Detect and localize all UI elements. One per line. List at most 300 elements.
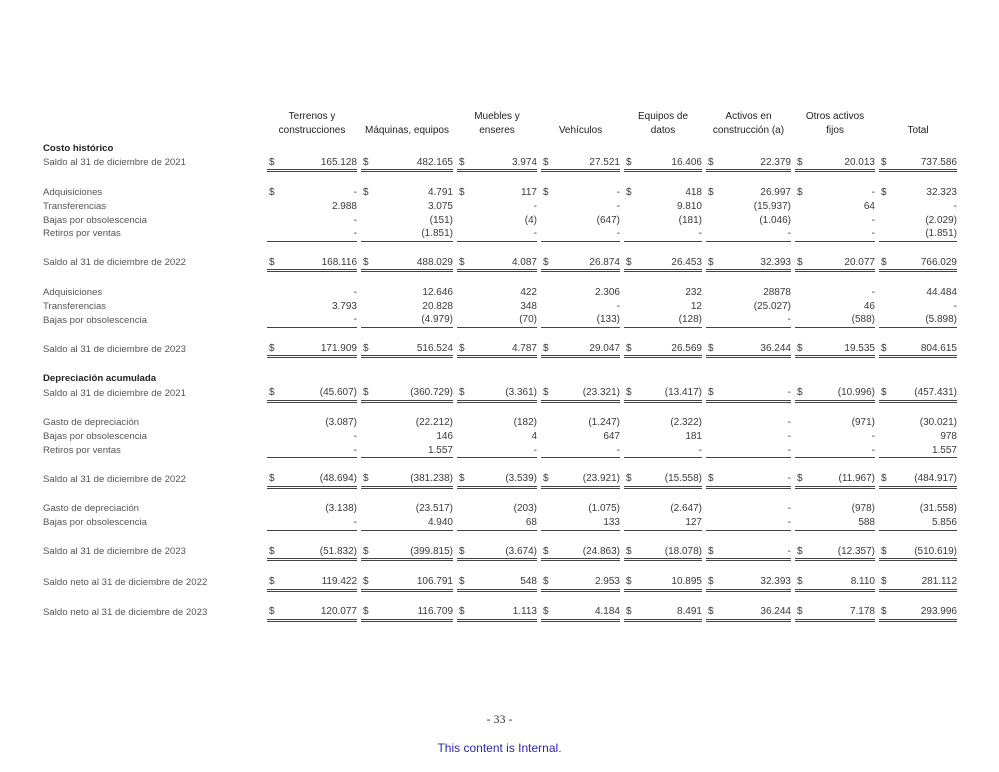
amount: - (353, 187, 357, 199)
value-cell (361, 430, 453, 444)
currency-symbol (706, 286, 708, 300)
amount: (70) (519, 314, 537, 326)
spacer-cell (43, 328, 957, 342)
amount: (128) (678, 314, 702, 326)
value-cell (541, 575, 620, 590)
currency-symbol (541, 300, 543, 314)
value-cell (706, 227, 791, 241)
currency-symbol (706, 200, 708, 214)
value-cell (361, 386, 453, 401)
currency-symbol (795, 313, 797, 327)
amount: - (353, 286, 357, 298)
value-cell (267, 430, 357, 444)
amount: (24.863) (582, 545, 620, 557)
currency-symbol (541, 214, 543, 228)
value-cell (706, 516, 791, 530)
header-row (43, 109, 957, 142)
currency-symbol (267, 516, 269, 530)
spacer-cell (43, 560, 957, 575)
value-cell (706, 472, 791, 487)
currency-symbol (361, 200, 363, 214)
currency-symbol (267, 214, 269, 228)
table-row (43, 256, 957, 271)
amount: 68 (525, 517, 537, 529)
value-cell (267, 286, 357, 300)
amount: 181 (685, 430, 702, 442)
value-cell (879, 516, 957, 530)
value-cell (624, 342, 702, 357)
amount: - (787, 473, 791, 485)
currency-symbol: $ (543, 156, 549, 168)
currency-symbol: $ (626, 342, 632, 354)
value-cell (267, 227, 357, 241)
value-cell (624, 575, 702, 590)
value-cell (541, 300, 620, 314)
table-row (43, 214, 957, 228)
column-header: Otros activos fijos (805, 111, 865, 136)
spacer-row (43, 590, 957, 605)
value-cell (267, 416, 357, 430)
amount: 20.013 (844, 156, 875, 168)
amount: (3.138) (325, 503, 357, 515)
value-cell (879, 186, 957, 200)
value-cell (541, 472, 620, 487)
value-cell (267, 156, 357, 171)
currency-symbol: $ (459, 545, 465, 557)
header-label-column (43, 109, 267, 142)
currency-symbol (879, 502, 881, 516)
currency-symbol (879, 516, 881, 530)
classification-note: This content is Internal. (437, 741, 562, 755)
currency-symbol (267, 313, 269, 327)
currency-symbol: $ (459, 386, 465, 398)
amount: 146 (436, 430, 453, 442)
amount: - (698, 444, 702, 456)
amount: 1.557 (931, 444, 957, 456)
row-label: Saldo al 31 de diciembre de 2023 (43, 546, 186, 558)
amount: 171.909 (320, 342, 357, 354)
currency-symbol: $ (708, 545, 714, 557)
spacer-cell (43, 487, 957, 502)
currency-symbol: $ (797, 342, 803, 354)
amount: 737.586 (920, 156, 957, 168)
amount: 20.828 (422, 300, 453, 312)
amount: (51.832) (319, 545, 357, 557)
amount: 64 (863, 200, 875, 212)
currency-symbol (457, 286, 459, 300)
amount: 106.791 (416, 575, 453, 587)
value-cell (267, 313, 357, 327)
amount: 978 (940, 430, 957, 442)
currency-symbol: $ (708, 187, 714, 199)
amount: (2.029) (925, 214, 957, 226)
value-cell (879, 545, 957, 560)
value-cell (795, 502, 875, 516)
row-label: Bajas por obsolescencia (43, 314, 147, 326)
currency-symbol: $ (269, 575, 275, 587)
column-header: Vehículos (558, 125, 603, 136)
amount: (2.322) (670, 417, 702, 429)
currency-symbol: $ (363, 342, 369, 354)
value-cell (267, 256, 357, 271)
amount: (1.046) (759, 214, 791, 226)
spacer-row (43, 328, 957, 342)
amount: 32.323 (926, 187, 957, 199)
amount: 4.791 (427, 187, 453, 199)
currency-symbol (795, 430, 797, 444)
value-cell (706, 502, 791, 516)
spacer-cell (43, 357, 957, 372)
column-header: Equipos de datos (637, 111, 689, 136)
value-cell (706, 200, 791, 214)
currency-symbol: $ (363, 575, 369, 587)
value-cell (795, 156, 875, 171)
amount: 232 (685, 286, 702, 298)
value-cell (541, 545, 620, 560)
value-cell (541, 286, 620, 300)
amount: - (533, 444, 537, 456)
value-cell (706, 342, 791, 357)
table-row (43, 386, 957, 401)
amount: 36.244 (760, 342, 791, 354)
currency-symbol (541, 502, 543, 516)
value-cell (795, 605, 875, 620)
value-cell (457, 444, 537, 458)
currency-symbol: $ (708, 156, 714, 168)
value-cell (267, 605, 357, 620)
amount: 10.895 (671, 575, 702, 587)
currency-symbol: $ (708, 386, 714, 398)
value-cell (795, 342, 875, 357)
amount: 4.087 (511, 256, 537, 268)
currency-symbol: $ (543, 575, 549, 587)
amount: - (787, 517, 791, 529)
value-cell (879, 227, 957, 241)
value-cell (879, 502, 957, 516)
row-label: Saldo neto al 31 de diciembre de 2022 (43, 576, 208, 588)
table-row (43, 502, 957, 516)
currency-symbol: $ (269, 256, 275, 268)
currency-symbol (624, 227, 626, 241)
currency-symbol (706, 516, 708, 530)
value-cell (879, 430, 957, 444)
currency-symbol (624, 430, 626, 444)
value-cell (795, 286, 875, 300)
amount: 127 (685, 517, 702, 529)
value-cell (361, 416, 453, 430)
amount: 647 (603, 430, 620, 442)
currency-symbol (457, 416, 459, 430)
amount: - (616, 300, 620, 312)
currency-symbol (541, 313, 543, 327)
currency-symbol (267, 502, 269, 516)
spacer-cell (43, 458, 957, 472)
value-cell (879, 386, 957, 401)
amount: 36.244 (760, 606, 791, 618)
value-cell (624, 516, 702, 530)
value-cell (795, 386, 875, 401)
amount: (23.517) (415, 503, 453, 515)
amount: (48.694) (319, 473, 357, 485)
amount: (5.898) (925, 314, 957, 326)
currency-symbol (624, 313, 626, 327)
amount: 4.184 (594, 606, 620, 618)
section-heading: Depreciación acumulada (43, 373, 157, 385)
amount: (25.027) (753, 300, 791, 312)
amount: - (953, 300, 957, 312)
value-cell (457, 256, 537, 271)
value-cell (624, 186, 702, 200)
currency-symbol: $ (459, 156, 465, 168)
value-cell (457, 342, 537, 357)
amount: 120.077 (320, 606, 357, 618)
value-cell (624, 472, 702, 487)
amount: - (353, 444, 357, 456)
amount: (3.674) (505, 545, 537, 557)
currency-symbol (457, 300, 459, 314)
currency-symbol (457, 516, 459, 530)
currency-symbol (267, 430, 269, 444)
currency-symbol (795, 416, 797, 430)
currency-symbol: $ (881, 342, 887, 354)
value-cell (457, 430, 537, 444)
amount: 8.110 (850, 575, 875, 587)
amount: 9.810 (676, 200, 702, 212)
value-cell (457, 416, 537, 430)
row-label: Bajas por obsolescencia (43, 430, 147, 442)
value-cell (541, 313, 620, 327)
value-cell (361, 502, 453, 516)
value-cell (457, 386, 537, 401)
currency-symbol: $ (797, 256, 803, 268)
amount: - (353, 228, 357, 240)
currency-symbol (361, 286, 363, 300)
value-cell (361, 286, 453, 300)
value-cell (879, 214, 957, 228)
value-cell (879, 472, 957, 487)
amount: 32.393 (760, 256, 791, 268)
amount: 26.874 (589, 256, 620, 268)
currency-symbol: $ (269, 342, 275, 354)
value-cell (267, 444, 357, 458)
value-cell (795, 186, 875, 200)
currency-symbol (879, 313, 881, 327)
row-label: Transferencias (43, 200, 107, 212)
table-row (43, 300, 957, 314)
amount: (2.647) (670, 503, 702, 515)
currency-symbol: $ (543, 386, 549, 398)
amount: (15.937) (753, 200, 791, 212)
value-cell (795, 472, 875, 487)
value-cell (795, 227, 875, 241)
currency-symbol (879, 300, 881, 314)
value-cell (706, 416, 791, 430)
currency-symbol: $ (269, 606, 275, 618)
currency-symbol (795, 227, 797, 241)
currency-symbol (541, 200, 543, 214)
currency-symbol: $ (881, 473, 887, 485)
value-cell (457, 214, 537, 228)
value-cell (361, 605, 453, 620)
value-cell (879, 256, 957, 271)
amount: - (616, 228, 620, 240)
currency-symbol (624, 416, 626, 430)
spacer-row (43, 271, 957, 286)
amount: (23.921) (582, 473, 620, 485)
spacer-cell (43, 401, 957, 416)
value-cell (706, 605, 791, 620)
value-cell (795, 300, 875, 314)
currency-symbol: $ (543, 256, 549, 268)
value-cell (267, 342, 357, 357)
value-cell (879, 342, 957, 357)
amount: (3.539) (505, 473, 537, 485)
value-cell (267, 214, 357, 228)
currency-symbol (624, 286, 626, 300)
amount: (22.212) (415, 417, 453, 429)
section-heading: Costo histórico (43, 143, 114, 154)
value-cell (457, 186, 537, 200)
value-cell (706, 256, 791, 271)
amount: 27.521 (589, 156, 620, 168)
amount: 766.029 (920, 256, 957, 268)
amount: - (787, 417, 791, 429)
value-cell (361, 256, 453, 271)
amount: 133 (603, 517, 620, 529)
currency-symbol (361, 502, 363, 516)
value-cell (361, 575, 453, 590)
amount: (182) (513, 417, 537, 429)
amount: (181) (678, 214, 702, 226)
currency-symbol: $ (626, 256, 632, 268)
currency-symbol (706, 214, 708, 228)
spacer-cell (43, 171, 957, 186)
value-cell (624, 286, 702, 300)
amount: 165.128 (320, 156, 357, 168)
column-header: Activos en construcción (a) (712, 111, 785, 136)
currency-symbol (706, 444, 708, 458)
table-row (43, 605, 957, 620)
spacer-row (43, 458, 957, 472)
amount: (4) (524, 214, 537, 226)
amount: - (533, 228, 537, 240)
value-cell (541, 444, 620, 458)
currency-symbol (457, 200, 459, 214)
value-cell (795, 200, 875, 214)
currency-symbol (457, 214, 459, 228)
column-header: Muebles y enseres (474, 111, 520, 136)
value-cell (795, 256, 875, 271)
currency-symbol (361, 227, 363, 241)
currency-symbol (624, 300, 626, 314)
value-cell (706, 300, 791, 314)
value-cell (267, 472, 357, 487)
value-cell (361, 227, 453, 241)
value-cell (541, 430, 620, 444)
currency-symbol (541, 227, 543, 241)
section-heading-row (43, 142, 957, 156)
currency-symbol: $ (543, 342, 549, 354)
value-cell (706, 313, 791, 327)
currency-symbol (267, 227, 269, 241)
value-cell (879, 300, 957, 314)
currency-symbol: $ (797, 187, 803, 199)
page-number: - 33 - (486, 712, 513, 726)
amount: - (353, 517, 357, 529)
currency-symbol (706, 313, 708, 327)
amount: 5.856 (931, 517, 957, 529)
amount: - (787, 386, 791, 398)
value-cell (361, 444, 453, 458)
amount: 422 (520, 286, 537, 298)
amount: 26.569 (671, 342, 702, 354)
currency-symbol: $ (881, 545, 887, 557)
row-label: Saldo al 31 de diciembre de 2022 (43, 473, 186, 485)
value-cell (541, 516, 620, 530)
value-cell (267, 502, 357, 516)
value-cell (457, 502, 537, 516)
currency-symbol: $ (797, 575, 803, 587)
amount: (1.075) (588, 503, 620, 515)
currency-symbol: $ (543, 545, 549, 557)
currency-symbol (541, 430, 543, 444)
value-cell (541, 214, 620, 228)
value-cell (541, 386, 620, 401)
value-cell (457, 156, 537, 171)
amount: 29.047 (589, 342, 620, 354)
amount: 588 (858, 517, 875, 529)
amount: 418 (685, 187, 702, 199)
section-heading-row (43, 372, 957, 386)
currency-symbol: $ (269, 473, 275, 485)
fixed-assets-table (43, 109, 957, 622)
currency-symbol: $ (269, 187, 275, 199)
amount: 548 (520, 575, 537, 587)
currency-symbol (541, 286, 543, 300)
spacer-cell (43, 271, 957, 286)
row-label: Bajas por obsolescencia (43, 214, 147, 226)
value-cell (267, 575, 357, 590)
value-cell (706, 386, 791, 401)
currency-symbol: $ (543, 187, 549, 199)
value-cell (624, 416, 702, 430)
value-cell (361, 300, 453, 314)
amount: 2.953 (594, 575, 620, 587)
value-cell (624, 386, 702, 401)
row-label: Saldo al 31 de diciembre de 2023 (43, 343, 186, 355)
currency-symbol (267, 444, 269, 458)
amount: - (353, 430, 357, 442)
amount: 482.165 (416, 156, 453, 168)
currency-symbol (361, 214, 363, 228)
value-cell (706, 214, 791, 228)
amount: (12.357) (837, 545, 875, 557)
amount: (11.967) (838, 473, 875, 485)
value-cell (457, 200, 537, 214)
value-cell (879, 286, 957, 300)
row-label: Saldo al 31 de diciembre de 2021 (43, 157, 186, 169)
value-cell (361, 472, 453, 487)
value-cell (361, 342, 453, 357)
value-cell (361, 214, 453, 228)
amount: (1.851) (421, 228, 453, 240)
amount: (510.619) (914, 545, 957, 557)
amount: - (953, 200, 957, 212)
currency-symbol (457, 502, 459, 516)
amount: 2.306 (594, 286, 620, 298)
amount: 119.422 (321, 575, 357, 587)
value-cell (624, 256, 702, 271)
